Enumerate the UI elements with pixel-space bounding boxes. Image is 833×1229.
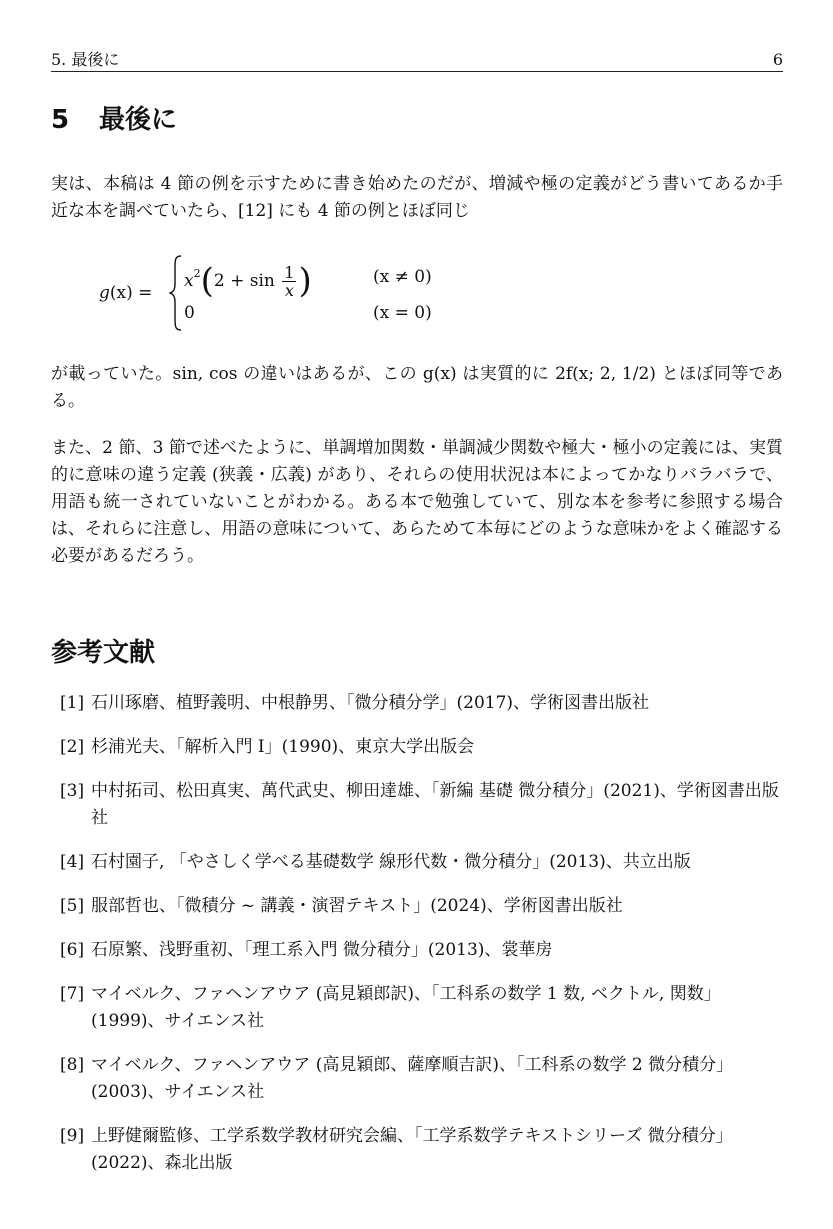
reference-text: 中村拓司、松田真実、萬代武史、柳田達雄、「新編 基礎 微分積分」(2021)、学術図書出版社 <box>91 781 779 828</box>
reference-text: 石原繁、浅野重初、「理工系入門 微分積分」(2013)、裳華房 <box>91 940 553 960</box>
reference-item <box>51 981 783 1035</box>
reference-number: [5] <box>60 896 85 916</box>
reference-list <box>51 690 783 1194</box>
equation-function-name: g <box>99 283 110 303</box>
reference-item <box>51 1052 783 1106</box>
reference-number: [7] <box>60 984 85 1004</box>
reference-number: [2] <box>60 737 85 757</box>
left-brace-icon <box>169 254 183 332</box>
equation-function-arg: (x) = <box>109 283 153 303</box>
equation-case-zero: 0 <box>184 303 195 323</box>
section-title: 最後に <box>99 105 178 135</box>
fraction-denominator: x <box>284 281 294 300</box>
case1-exponent: 2 <box>193 267 201 280</box>
paragraph-comparison: が載っていた。sin, cos の違いはあるが、この g(x) は実質的に 2f(x; 2, 1/2) とほぼ同等である。 <box>51 364 783 411</box>
reference-text: マイベルク、ファヘンアウア (高見穎郎訳)、「工科系の数学 1 数, ベクトル, 関数」(1999)、サイエンス社 <box>91 984 721 1031</box>
reference-item <box>51 734 783 761</box>
reference-number: [3] <box>60 781 85 801</box>
fraction-numerator: 1 <box>284 263 295 282</box>
equation-case-nonzero <box>184 261 312 301</box>
open-paren: ( <box>200 261 214 301</box>
reference-number: [9] <box>60 1126 85 1146</box>
reference-item <box>51 937 783 964</box>
reference-item <box>51 690 783 717</box>
reference-number: [1] <box>60 693 85 713</box>
case1-base: x <box>184 271 194 291</box>
fraction <box>282 264 296 299</box>
reference-number: [6] <box>60 940 85 960</box>
reference-item <box>51 1123 783 1177</box>
case1-inner: 2 + sin <box>213 271 275 291</box>
reference-number: [4] <box>60 852 85 872</box>
reference-text: マイベルク、ファヘンアウア (高見穎郎、薩摩順吉訳)、「工科系の数学 2 微分積分」(2003)、サイエンス社 <box>91 1055 734 1102</box>
reference-item <box>51 893 783 920</box>
reference-item <box>51 849 783 876</box>
reference-text: 服部哲也、「微積分 ~ 講義・演習テキスト」(2024)、学術図書出版社 <box>91 896 623 916</box>
reference-text: 杉浦光夫、「解析入門 I」(1990)、東京大学出版会 <box>91 737 475 757</box>
header-section-title: 5. 最後に <box>51 50 120 69</box>
section-number: 5 <box>51 105 70 135</box>
reference-text: 石村園子, 「やさしく学べる基礎数学 線形代数・微分積分」(2013)、共立出版 <box>91 852 691 872</box>
display-equation <box>99 254 499 334</box>
close-paren: ) <box>298 261 312 301</box>
case2-condition: (x = 0) <box>373 303 432 323</box>
reference-text: 石川琢磨、植野義明、中根静男、「微分積分学」(2017)、学術図書出版社 <box>91 693 650 713</box>
reference-item <box>51 778 783 832</box>
running-header <box>51 50 783 72</box>
paragraph-intro: 実は、本稿は 4 節の例を示すために書き始めたのだが、増減や極の定義がどう書いてあるか手近な本を調べていたら、[12] にも 4 節の例とほぼ同じ <box>51 174 783 221</box>
reference-text: 上野健爾監修、工学系数学教材研究会編、「工学系数学テキストシリーズ 微分積分」(2022)、森北出版 <box>91 1126 733 1173</box>
paragraph-conclusion: また、2 節、3 節で述べたように、単調増加関数・単調減少関数や極大・極小の定義には、実質的に意味の違う定義 (狭義・広義) があり、それらの使用状況は本によってかなりバラバラで、用語も統一されていないことがわかる。ある本で勉強していて、別な本を参考に参照する場合は、それらに注意し、用語の意味について、あらためて本毎にどのような意味かをよく確認する必要があるだろう。 <box>51 438 784 566</box>
case1-condition: (x ≠ 0) <box>373 267 432 287</box>
section-heading <box>51 104 177 136</box>
equation-lhs <box>99 283 152 303</box>
reference-number: [8] <box>60 1055 85 1075</box>
references-heading: 参考文献 <box>51 638 156 668</box>
header-page-number: 6 <box>772 50 783 69</box>
